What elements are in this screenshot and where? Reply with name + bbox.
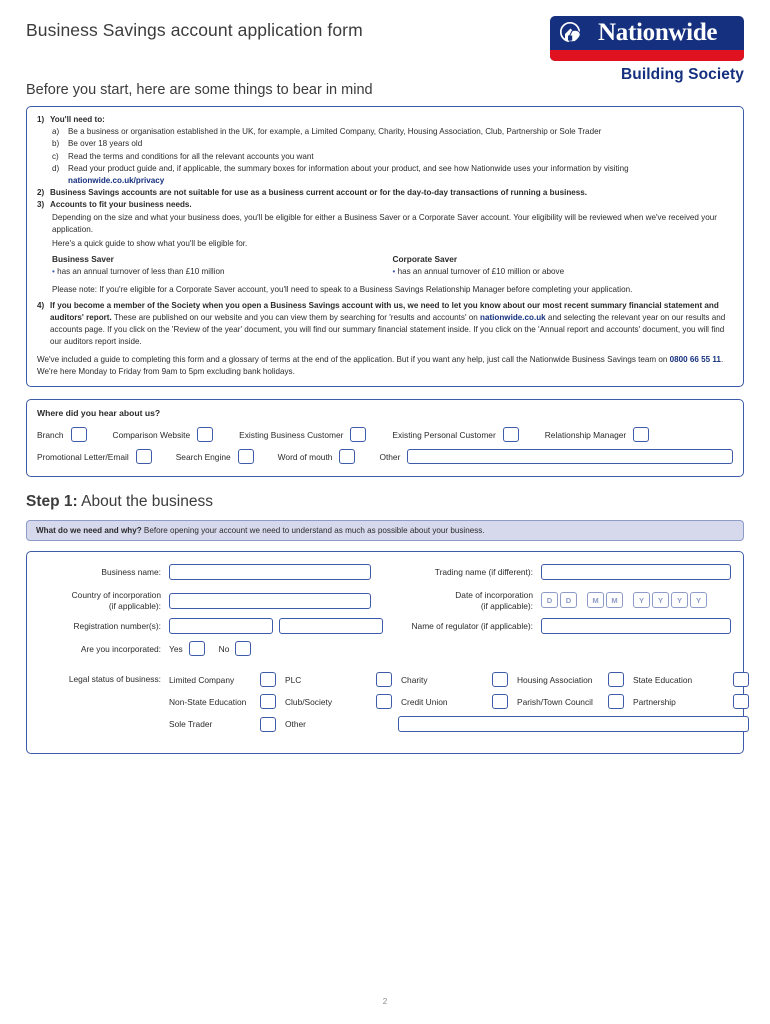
field-registration-numbers: [39, 618, 371, 634]
sub-text: Read your product guide and, if applicable, the summary boxes for information about your product, and see how Nationwide uses your information by visiting: [68, 163, 629, 173]
page-title: Business Savings account application form: [26, 20, 363, 40]
legal-status-row-2: [169, 694, 749, 709]
closing-text-a: We've included a guide to completing this form and a glossary of terms at the end of the application. But if you want any help, just call the Nationwide Business Savings team on: [37, 354, 670, 364]
option-label: Branch: [37, 429, 64, 440]
checkbox-charity[interactable]: [492, 672, 508, 687]
what-do-we-need-strip: [26, 520, 744, 541]
checkbox-plc[interactable]: [376, 672, 392, 687]
hear-about-us-row-2: [37, 449, 733, 464]
intro-item-1c: [37, 151, 733, 163]
doi-month-2[interactable]: M: [606, 592, 623, 608]
checkbox-credit-union[interactable]: [492, 694, 508, 709]
legal-status-section: [39, 672, 731, 739]
hear-option-promotional-letter-email: [37, 449, 152, 464]
checkbox-comparison-website[interactable]: [197, 427, 213, 442]
option-label: Existing Personal Customer: [392, 429, 496, 440]
intro-item-2: [37, 187, 733, 199]
legal-status-club-society: [285, 694, 401, 709]
name-of-regulator-input[interactable]: [541, 618, 731, 634]
legal-status-state-education: [633, 672, 749, 687]
intro-item-1-title: You'll need to:: [50, 115, 105, 124]
checkbox-branch[interactable]: [71, 427, 87, 442]
intro-item-1-number: 1): [37, 115, 45, 124]
legal-status-non-state-education: [169, 694, 285, 709]
phone-number: 0800 66 55 11: [669, 354, 721, 364]
option-label: Other: [285, 719, 306, 730]
step-1-heading: [26, 493, 744, 511]
country-of-incorporation-label: [39, 587, 161, 611]
option-label: Housing Association: [517, 674, 593, 685]
business-details-panel: [26, 551, 744, 754]
intro-item-3-number: 3): [37, 200, 45, 210]
intro-item-1a: [37, 126, 733, 138]
where-did-you-hear-panel: [26, 399, 744, 477]
legal-status-credit-union: [401, 694, 517, 709]
checkbox-search-engine[interactable]: [238, 449, 254, 464]
legal-status-partnership: [633, 694, 749, 709]
option-label: Charity: [401, 674, 428, 685]
date-of-incorporation-boxes: [533, 587, 709, 608]
option-label: Limited Company: [169, 674, 235, 685]
checkbox-parish-town-council[interactable]: [608, 694, 624, 709]
checkbox-limited-company[interactable]: [260, 672, 276, 687]
intro-item-4-number: 4): [37, 300, 45, 310]
doi-label-line1: Date of incorporation: [455, 590, 533, 601]
intro-item-1b: [37, 138, 733, 150]
option-label: Promotional Letter/Email: [37, 451, 129, 462]
hear-option-relationship-manager: [545, 427, 649, 442]
info-strip-rest: Before opening your account we need to understand as much as possible about your business.: [141, 526, 485, 536]
legal-status-charity: [401, 672, 517, 687]
option-label: Sole Trader: [169, 719, 213, 730]
logo-subtitle: Building Society: [620, 66, 744, 83]
nationwide-logo: [550, 16, 744, 84]
closing-text-b: . We're here Monday to Friday from 9am to 5pm excluding bank holidays.: [37, 354, 724, 376]
option-label: PLC: [285, 674, 302, 685]
legal-status-limited-company: [169, 672, 285, 687]
hear-option-existing-personal-customer: [392, 427, 518, 442]
doi-day-2[interactable]: D: [560, 592, 577, 608]
intro-item-4-rest-a: These are published on our website and you can view them by searching for 'results and accounts' on: [111, 313, 481, 323]
sub-text: Be over 18 years old: [68, 139, 143, 149]
corporate-saver-note: Please note: If you're eligible for a Corporate Saver account, you'll need to speak to a Business Savings Relationship Manager before completing your application.: [52, 284, 633, 294]
are-you-incorporated-label: Are you incorporated:: [80, 644, 161, 655]
incorporated-no-group: [219, 641, 266, 656]
checkbox-incorporated-yes[interactable]: [189, 641, 205, 656]
intro-heading: Before you start, here are some things to bear in mind: [26, 82, 373, 98]
hear-option-comparison-website: [113, 427, 214, 442]
hear-option-other: [379, 449, 733, 464]
hear-about-us-title: Where did you hear about us?: [37, 408, 161, 419]
option-label: Other: [379, 451, 401, 462]
doi-year-3[interactable]: Y: [671, 592, 688, 608]
registration-number-input-1[interactable]: [169, 618, 273, 634]
saver-comparison: [37, 253, 733, 278]
date-of-incorporation-label: [385, 587, 533, 611]
corporate-saver-title: Corporate Saver: [392, 254, 458, 265]
option-label: Parish/Town Council: [517, 696, 593, 707]
intro-item-2-number: 2): [37, 188, 45, 198]
intro-item-4: [37, 300, 733, 349]
nationwide-link[interactable]: nationwide.co.uk: [480, 313, 546, 323]
country-of-incorporation-input[interactable]: [169, 593, 371, 609]
option-label: Comparison Website: [112, 429, 191, 440]
before-you-start-panel: [26, 106, 744, 387]
sub-marker: a): [52, 127, 60, 137]
name-of-regulator-label: Name of regulator (if applicable):: [411, 621, 533, 632]
trading-name-input[interactable]: [541, 564, 731, 580]
hear-about-us-row-1: [37, 427, 733, 442]
hear-option-word-of-mouth: [278, 449, 356, 464]
business-details-left-column: [39, 564, 385, 663]
field-trading-name: [385, 564, 731, 580]
business-saver-bullet: • has an annual turnover of less than £10 million: [52, 266, 393, 278]
corporate-saver-bullet: • has an annual turnover of £10 million or above: [393, 266, 734, 278]
legal-status-housing-association: [517, 672, 633, 687]
field-country-of-incorporation: [39, 587, 371, 611]
page-header: [26, 0, 744, 83]
sub-text: Read the terms and conditions for all the relevant accounts you want: [68, 151, 314, 161]
option-label: Existing Business Customer: [239, 429, 344, 440]
intro-item-1d: [37, 163, 733, 187]
registration-number-label: Registration number(s):: [73, 621, 161, 632]
intro-item-3: [37, 199, 733, 211]
doi-label-line2: (if applicable):: [480, 600, 533, 611]
option-label: Club/Society: [285, 696, 333, 707]
sub-marker: c): [52, 151, 59, 161]
hear-option-existing-business-customer: [239, 427, 366, 442]
trading-name-label: Trading name (if different):: [434, 567, 533, 578]
corporate-saver-column: [393, 253, 734, 278]
doi-day-1[interactable]: D: [541, 592, 558, 608]
field-date-of-incorporation: [385, 587, 731, 611]
intro-item-4-lead: If you become a member of the Society when you open a Business Savings account with us, we need to let you know about our most recent summary financial statement and auditors' report.: [50, 300, 719, 323]
field-business-name: [39, 564, 371, 580]
checkbox-state-education[interactable]: [733, 672, 749, 687]
country-label-line1: Country of incorporation: [71, 590, 161, 601]
doi-year-2[interactable]: Y: [652, 592, 669, 608]
country-label-line2: (if applicable):: [108, 600, 161, 611]
intro-item-3-title: Accounts to fit your business needs.: [50, 200, 192, 210]
option-label: Partnership: [633, 696, 676, 707]
option-label: Search Engine: [175, 451, 231, 462]
legal-status-parish-town-council: [517, 694, 633, 709]
legal-status-row-3: [169, 716, 749, 732]
legal-status-row-1: [169, 672, 749, 687]
intro-item-4-rest-b: and selecting the relevant year on our results and accounts page. If you click on the 'Review of the year' document, you will find our summary financial statement inside. If you click on the 'Annual report and accounts' document, you will find our auditors report inside.: [50, 313, 726, 347]
doi-year-1[interactable]: Y: [633, 592, 650, 608]
yes-label: Yes: [169, 643, 183, 654]
field-name-of-regulator: [385, 618, 731, 634]
checkbox-housing-association[interactable]: [608, 672, 624, 687]
business-saver-column: [52, 253, 393, 278]
logo-red-stripe: [550, 50, 744, 61]
privacy-link[interactable]: nationwide.co.uk/privacy: [68, 176, 165, 186]
checkbox-partnership[interactable]: [733, 694, 749, 709]
option-label: Relationship Manager: [544, 429, 627, 440]
legal-status-label: Legal status of business:: [68, 674, 161, 685]
checkbox-non-state-education[interactable]: [260, 694, 276, 709]
option-label: Non-State Education: [169, 696, 247, 707]
registration-number-input-2[interactable]: [279, 618, 383, 634]
legal-status-plc: [285, 672, 401, 687]
info-strip-bold: What do we need and why?: [36, 526, 142, 536]
legal-status-other-input[interactable]: [398, 716, 749, 732]
legal-status-sole-trader: [169, 717, 285, 732]
legal-status-other: [285, 719, 392, 729]
business-saver-title: Business Saver: [52, 254, 114, 265]
intro-item-2-text: Business Savings accounts are not suitable for use as a business current account or for the day-to-day transactions of running a business.: [50, 188, 588, 198]
checkbox-club-society[interactable]: [376, 694, 392, 709]
checkbox-sole-trader[interactable]: [260, 717, 276, 732]
checkbox-existing-business-customer[interactable]: [350, 427, 366, 442]
checkbox-existing-personal-customer[interactable]: [503, 427, 519, 442]
hear-other-input[interactable]: [407, 449, 733, 464]
step-1-title: About the business: [77, 493, 213, 511]
option-label: Word of mouth: [277, 451, 333, 462]
logo-wordmark: Nationwide: [598, 19, 718, 46]
checkbox-word-of-mouth[interactable]: [339, 449, 355, 464]
page-number: 2: [382, 997, 388, 1006]
checkbox-relationship-manager[interactable]: [633, 427, 649, 442]
hear-option-search-engine: [176, 449, 254, 464]
no-label: No: [218, 643, 230, 654]
nationwide-house-hand-icon: [559, 21, 593, 47]
option-label: Credit Union: [401, 696, 448, 707]
option-label: State Education: [633, 674, 693, 685]
intro-item-3-p2: Here's a quick guide to show what you'll be eligible for.: [52, 239, 248, 249]
checkbox-promotional-letter-email[interactable]: [136, 449, 152, 464]
sub-marker: d): [52, 163, 60, 173]
sub-text: Be a business or organisation established in the UK, for example, a Limited Company, Charity, Housing Association, Club, Partnership or Sole Trader: [68, 127, 602, 137]
intro-item-3-p1: Depending on the size and what your business does, you'll be eligible for either a Business Saver or a Corporate Saver account. Your eligibility will be reviewed when we've received your application.: [52, 212, 717, 234]
doi-month-1[interactable]: M: [587, 592, 604, 608]
field-are-you-incorporated: [39, 641, 371, 656]
closing-paragraph: [37, 354, 733, 378]
checkbox-incorporated-no[interactable]: [235, 641, 251, 656]
business-details-right-column: [385, 564, 731, 663]
intro-item-1: [37, 114, 733, 126]
hear-option-branch: [37, 427, 87, 442]
incorporated-yes-group: [169, 641, 219, 656]
business-name-label: Business name:: [101, 567, 161, 578]
doi-year-4[interactable]: Y: [690, 592, 707, 608]
step-1-prefix: Step 1:: [26, 493, 78, 511]
business-name-input[interactable]: [169, 564, 371, 580]
sub-marker: b): [52, 139, 60, 149]
